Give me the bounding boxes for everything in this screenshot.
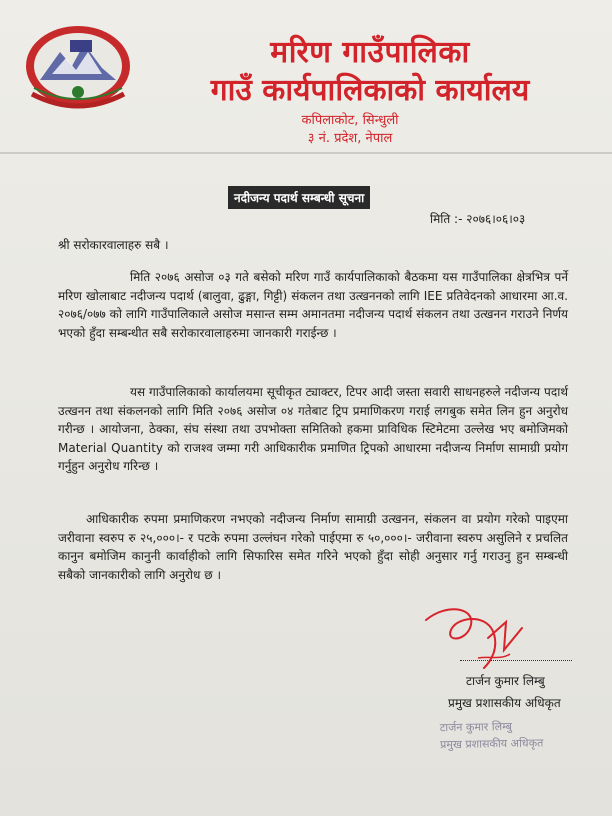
address-line-1: कपिलाकोट, सिन्धुली — [301, 113, 399, 128]
office-name: गाउँ कार्यपालिकाको कार्यालय — [210, 73, 530, 108]
municipality-name: मरिण गाउँपालिका — [270, 35, 470, 70]
salutation: श्री सरोकारवालाहरु सबै । — [58, 238, 169, 252]
signer-name: टार्जन कुमार लिम्बु — [466, 674, 545, 688]
address-line-2: ३ नं. प्रदेश, नेपाल — [307, 131, 393, 146]
nepal-emblem-icon — [22, 22, 134, 112]
signer-position: प्रमुख प्रशासकीय अधिकृत — [448, 696, 561, 710]
paragraph-1: मिति २०७६ असोज ०३ गते बसेको मरिण गाउँ कार्यपालिकाको बैठकमा यस गाउँपालिका क्षेत्रभित्र पर्ने मरिण खोलाबाट नदीजन्य पदार्थ (बालुवा, ढुङ्गा, गिट्टी) संकलन तथा उत्खननको लागि IEE प्रतिवेदनको आधारमा आ.व. २०७६/०७७ को लागि गाउँपालिकाले असोज मसान्त सम्म अमानतमा नदीजन्य पदार्थ संकलन तथा उत्खनन गराउने निर्णय भएको हुँदा सम्बन्धीत सबै सरोकारवालाहरुमा जानकारी गराईन्छ । — [58, 270, 568, 340]
notice-date: मिति :- २०७६।०६।०३ — [430, 212, 526, 226]
official-stamp — [440, 717, 581, 759]
paragraph-3: आधिकारीक रुपमा प्रमाणिकरण नभएको नदीजन्य निर्माण सामाग्री उत्खनन, संकलन वा प्रयोग गरेको पाइएमा जरीवाना स्वरुप रु २५,०००।- र पटके रुपमा उल्लंघन गरेको पाईएमा रु ५०,०००।- जरीवाना स्वरुप असुलिने र प्रचलित कानुन बमोजिम कानुनी कार्वाहीको लागि सिफारिस समेत गरिने भएको हुँदा सोही अनुसार गर्नु गराउनु हुन सम्बन्धी सबैको जानकारीको लागि अनुरोध छ । — [58, 512, 568, 582]
header-divider — [0, 152, 612, 154]
stamp-name: टार्जन कुमार लिम्बु — [439, 719, 513, 735]
handwritten-signature-icon — [418, 598, 538, 678]
signature-line — [460, 660, 572, 661]
notice-subject: नदीजन्य पदार्थ सम्बन्धी सूचना — [228, 186, 370, 209]
stamp-position: प्रमुख प्रशासकीय अधिकृत — [439, 736, 544, 752]
paragraph-2: यस गाउँपालिकाको कार्यालयमा सूचीकृत ट्याक्टर, टिपर आदी जस्ता सवारी साधनहरुले नदीजन्य पदार्थ उत्खनन तथा संकलनको लागि मिति २०७६ असोज ०४ गतेबाट ट्रिप प्रमाणिकरण गराई लगबुक समेत लिन हुन अनुरोध गरीन्छ । आयोजना, ठेक्का, संघ संस्था तथा उपभोक्ता समितिको हकमा प्राविधिक स्टिमेटमा उल्लेख भए बमोजिमको Material Quantity को राजश्व जम्मा गरी आधिकारीक प्रमाणित ट्रिपको आधारमा नदीजन्य निर्माण सामाग्री प्रयोग गर्नुहुन अनुरोध गरिन्छ । — [58, 385, 568, 473]
